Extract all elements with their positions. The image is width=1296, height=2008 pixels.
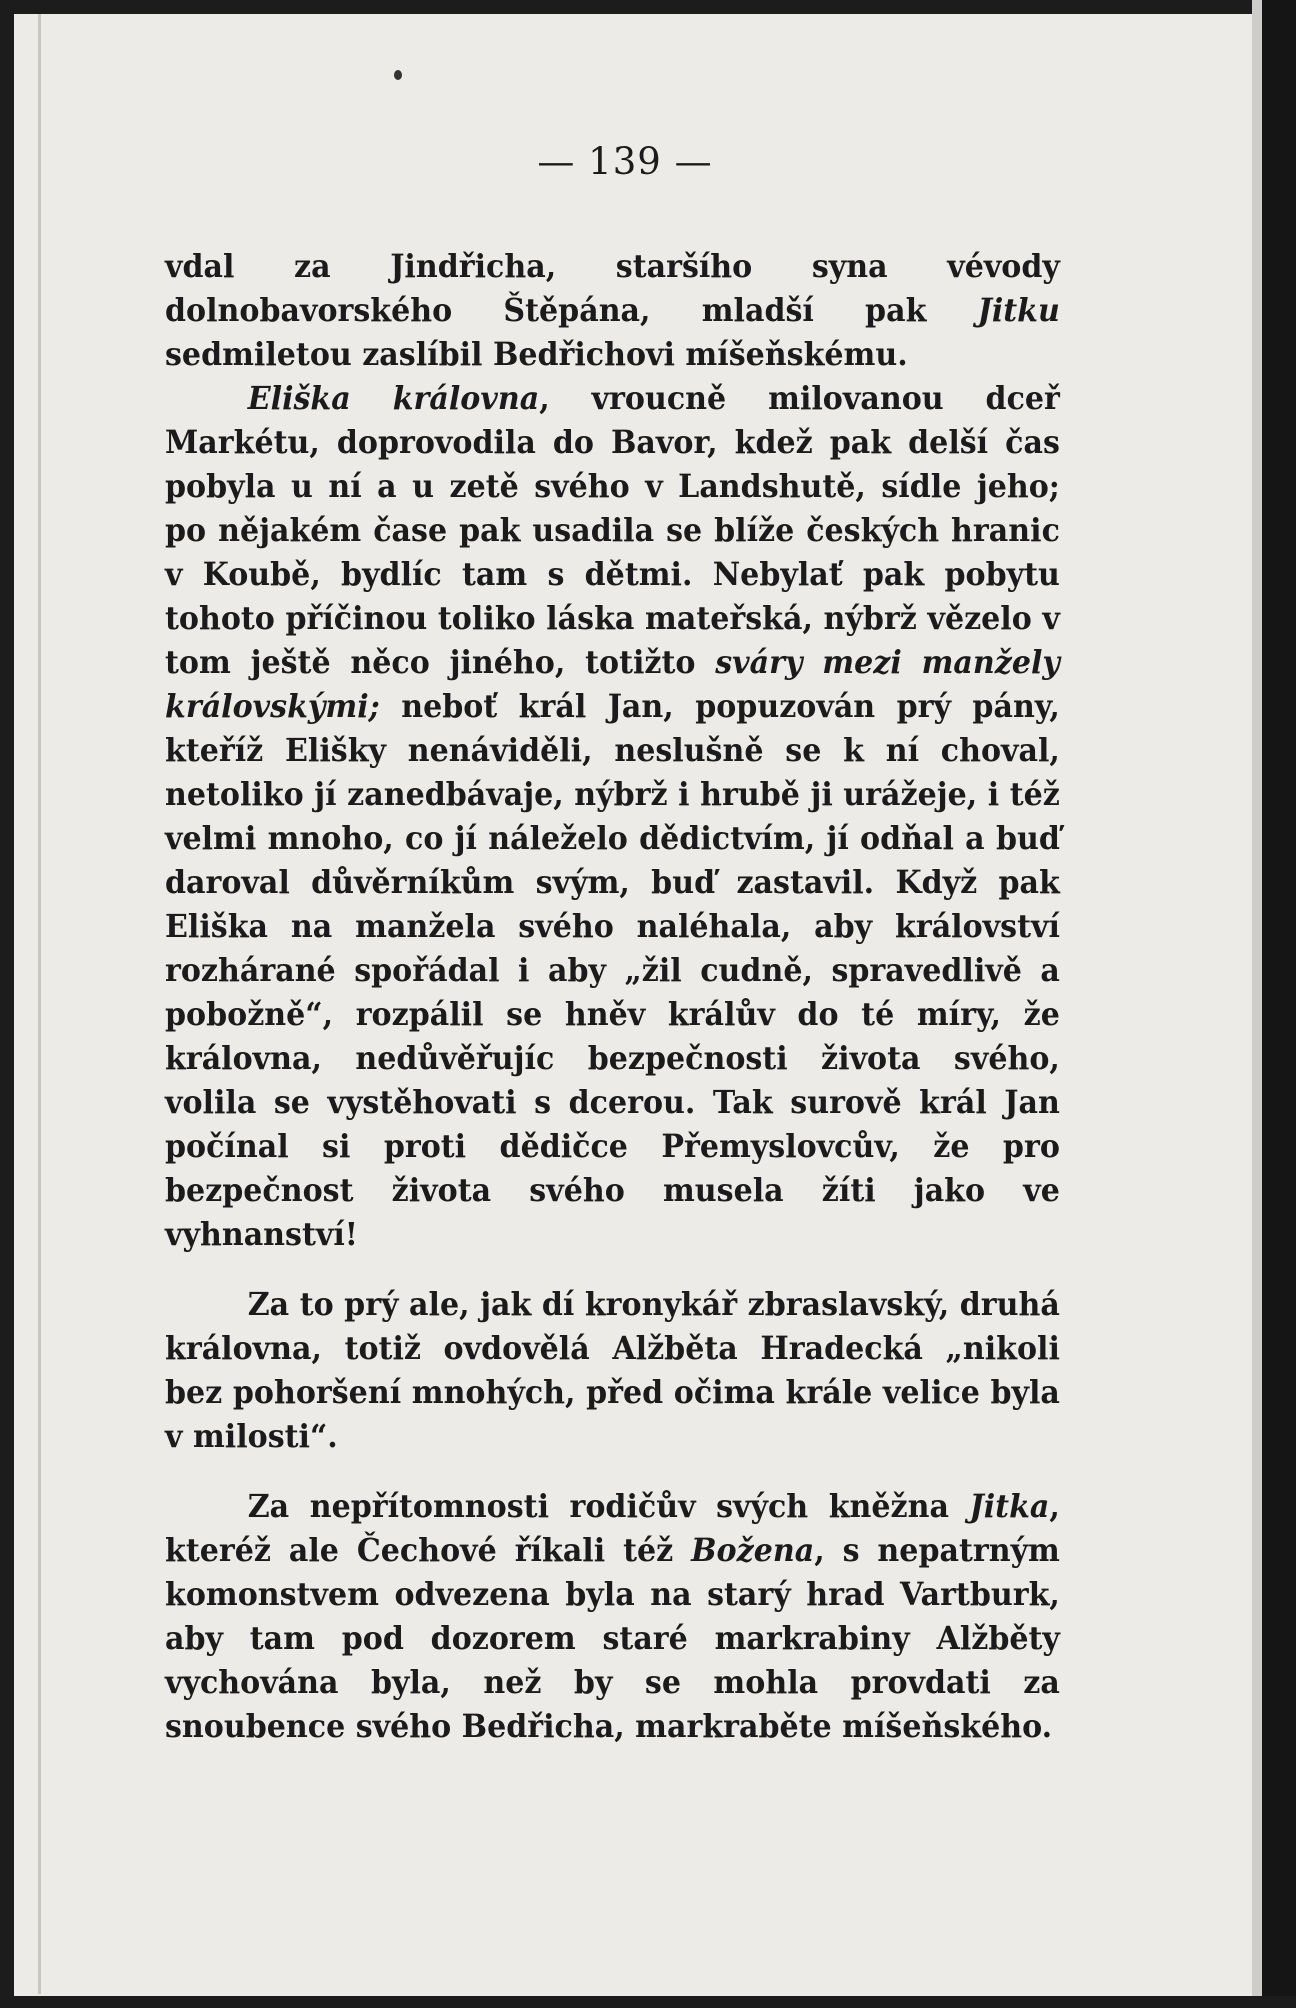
italic-text-segment: sváry mezi manžely královskými; — [165, 643, 1060, 725]
page-edge-shadow — [1252, 0, 1262, 2008]
italic-text-segment: Božena — [691, 1531, 815, 1569]
body-text — [165, 244, 1060, 1748]
paragraph — [165, 1282, 1060, 1458]
binding-gutter — [38, 14, 41, 1994]
text-segment: Za to prý ale, jak dí kronykář zbraslavský, druhá královna, totiž ovdovělá Alžběta Hradecká „nikoli bez pohoršení mnohých, před očima krále velice byla v milosti“. — [165, 1285, 1060, 1455]
scan-border-bottom — [0, 1996, 1296, 2008]
scan-border-right — [1262, 0, 1296, 2008]
ink-speck — [394, 70, 402, 80]
text-segment: , kteréž ale Čechové říkali též — [165, 1487, 1060, 1569]
text-segment: neboť král Jan, popuzován prý pány, kteříž Elišky nenáviděli, neslušně se k ní choval, netoliko jí zanedbávaje, nýbrž i hrubě ji urážeje, i též velmi mnoho, co jí náleželo dědictvím, jí odňal a buď daroval důvěrníkům svým, buď zastavil. Když pak Eliška na manžela svého naléhala, aby království rozhárané spořádal i aby „žil cudně, spravedlivě a pobožně“, rozpálil se hněv králův do té míry, že královna, nedůvěřujíc bezpečnosti života svého, volila se vystěhovati s dcerou. Tak surově král Jan počínal si proti dědičce Přemyslovcův, že pro bezpečnost života svého musela žíti jako ve vyhnanství! — [165, 687, 1060, 1253]
paragraph — [165, 1484, 1060, 1748]
text-segment: , vroucně milovanou dceř Markétu, doprovodila do Bavor, kdež pak delší čas pobyla u ní a u zetě svého v Landshutě, sídle jeho; po nějakém čase pak usadila se blíže českých hranic v Koubě, bydlíc tam s dětmi. Nebylať pak pobytu tohoto příčinou toliko láska mateřská, nýbrž vězelo v tom ještě něco jiného, totižto — [165, 379, 1060, 681]
scan-border-left — [0, 0, 14, 2008]
italic-text-segment: Jitku — [977, 291, 1060, 329]
text-segment: Za nepřítomnosti rodičův svých kněžna — [247, 1487, 970, 1525]
italic-text-segment: Eliška královna — [247, 379, 540, 417]
paragraph — [165, 376, 1060, 1256]
page-number: — 139 — — [537, 140, 713, 183]
paragraph — [165, 244, 1060, 376]
scan-border-top — [0, 0, 1296, 14]
text-segment: , s nepatrným komonstvem odvezena byla na starý hrad Vartburk, aby tam pod dozorem staré markrabiny Alžběty vychována byla, než by se mohla provdati za snoubence svého Bedřicha, markraběte míšeňského. — [165, 1531, 1060, 1745]
text-segment: sedmiletou zaslíbil Bedřichovi míšeňskému. — [165, 335, 908, 373]
text-segment: vdal za Jindřicha, staršího syna vévody dolnobavorského Štěpána, mladší pak — [165, 247, 1060, 329]
italic-text-segment: Jitka — [969, 1487, 1050, 1525]
